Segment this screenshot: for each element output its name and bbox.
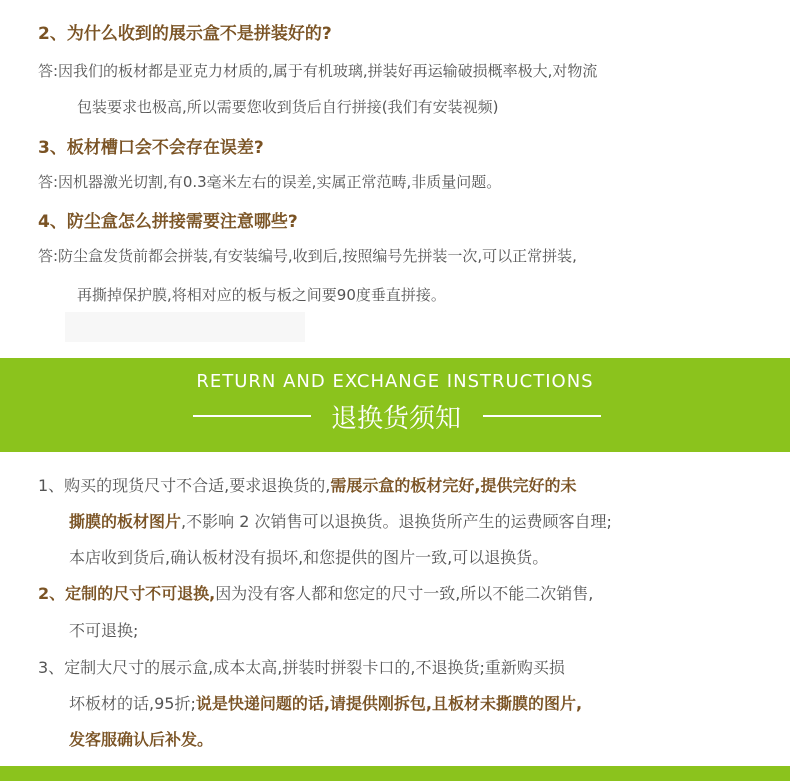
rule-2-reason: 因为没有客人都和您定的尺寸一致,所以不能二次销售, (215, 584, 594, 603)
faq-answer-4-line2: 再撕掉保护膜,将相对应的板与板之间要90度垂直拼接。 (77, 286, 446, 304)
faq-question-4: 4、防尘盒怎么拼接需要注意哪些? (38, 212, 298, 232)
rule-1-line2 (69, 509, 612, 532)
faq-question-3: 3、板材槽口会不会存在误差? (38, 138, 264, 158)
rule-1-intro: 1、购买的现货尺寸不合适,要求退换货的, (38, 476, 331, 495)
rule-3-highlight: 说是快递问题的话,请提供刚拆包,且板材未撕膜的图片, (195, 694, 583, 713)
faq-answer-2-line2: 包装要求也极高,所以需要您收到货后自行拼接(我们有安装视频) (77, 98, 499, 116)
faq-question-2: 2、为什么收到的展示盒不是拼装好的? (38, 24, 332, 44)
faq-answer-4-line1: 答:防尘盒发货前都会拼装,有安装编号,收到后,按照编号先拼装一次,可以正常拼装, (38, 247, 577, 265)
rule-3-line1: 3、定制大尺寸的展示盒,成本太高,拼装时拼裂卡口的,不退换货;重新购买损 (38, 658, 565, 677)
banner-title-en: RETURN AND EXCHANGE INSTRUCTIONS (196, 371, 594, 392)
rule-1-highlight-b: 撕膜的板材图片 (69, 512, 182, 531)
rule-2-highlight: 2、定制的尺寸不可退换, (38, 584, 216, 603)
cropped-text-top (60, 0, 64, 8)
rule-1-line1 (38, 473, 576, 496)
rule-1-highlight-a: 需展示盒的板材完好,提供完好的未 (330, 476, 577, 495)
banner-title-zh: 退换货须知 (330, 404, 461, 434)
bottom-accent-bar (0, 766, 790, 781)
rule-1-line3: 本店收到货后,确认板材没有损坏,和您提供的图片一致,可以退换货。 (69, 548, 549, 567)
rule-2-line1 (38, 581, 593, 604)
faq-answer-2-line1: 答:因我们的板材都是亚克力材质的,属于有机玻璃,拼装好再运输破损概率极大,对物流 (38, 62, 598, 80)
banner-divider-right (483, 415, 601, 417)
rule-2-line2: 不可退换; (69, 621, 139, 640)
rule-1-condition: ,不影响 2 次销售可以退换货。退换货所产生的运费顾客自理; (181, 512, 612, 531)
rule-3-line2 (69, 691, 582, 714)
rule-3-discount: 坏板材的话,95折; (69, 694, 196, 713)
faq-section (0, 0, 790, 345)
faq-answer-3-line1: 答:因机器激光切割,有0.3毫米左右的误差,实属正常范畴,非质量问题。 (38, 173, 502, 191)
rule-3-line3: 发客服确认后补发。 (69, 730, 214, 749)
faint-placeholder-block (65, 312, 305, 342)
banner-divider-left (193, 415, 311, 417)
